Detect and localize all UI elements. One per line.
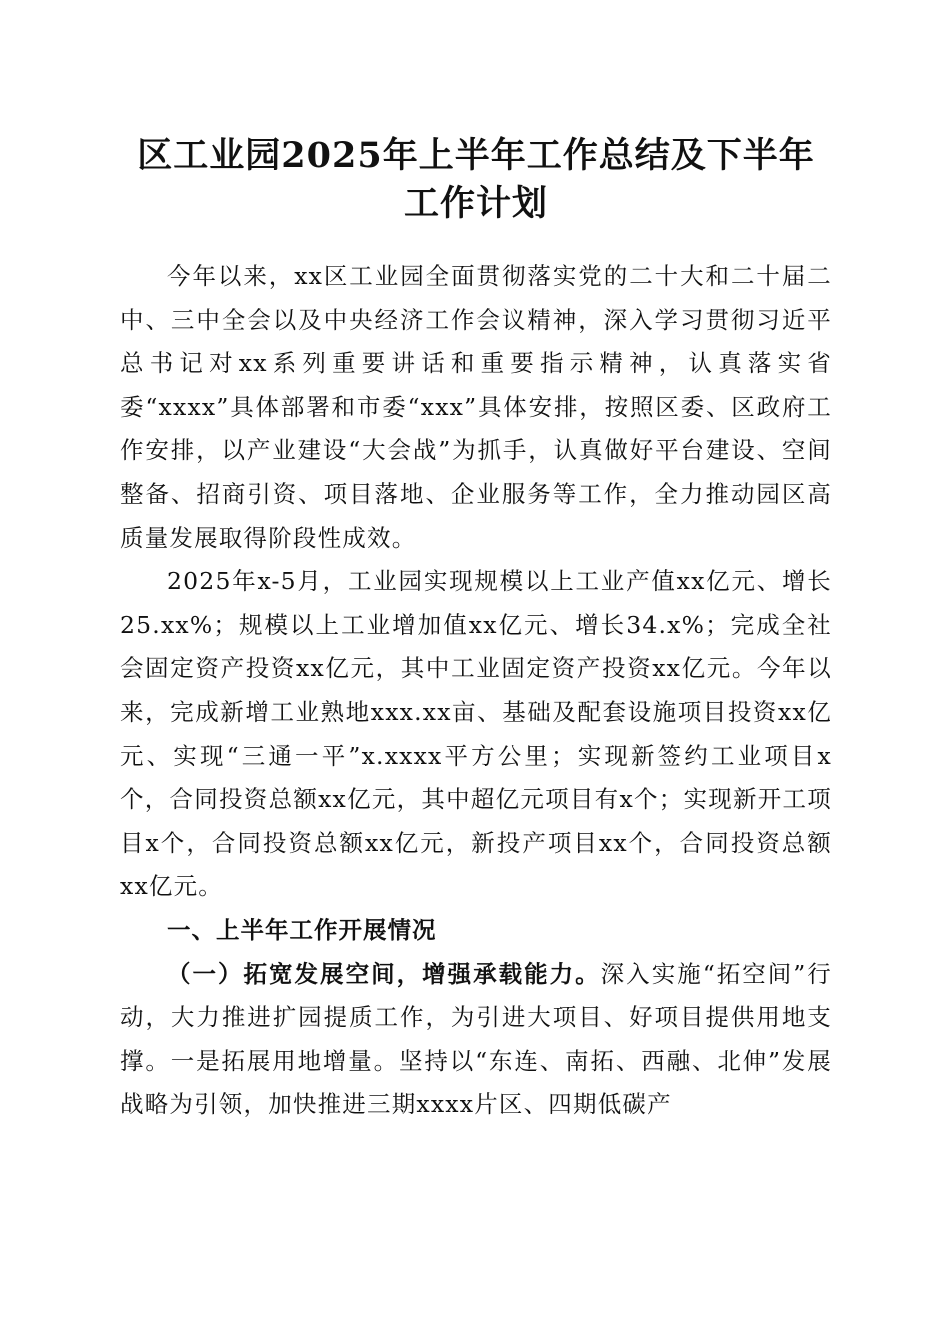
section-heading: 一、上半年工作开展情况: [167, 915, 437, 944]
subsection-paragraph: [120, 953, 832, 1127]
subsection-text: 深入实施“拓空间”行动，大力推进扩园提质工作，为引进大项目、好项目提供用地支撑。一是拓展用地增量。坚持以“东连、南拓、西融、北伸”发展战略为引领，加快推进三期xxxx片区、四期低碳产: [120, 959, 832, 1119]
stats-paragraph: 2025年x-5月，工业园实现规模以上工业产值xx亿元、增长25.xx%；规模以上工业增加值xx亿元、增长34.x%；完成全社会固定资产投资xx亿元，其中工业固定资产投资xx亿元。今年以来，完成新增工业熟地xxx.xx亩、基础及配套设施项目投资xx亿元、实现“三通一平”x.xxxx平方公里；实现新签约工业项目x个，合同投资总额xx亿元，其中超亿元项目有x个；实现新开工项目x个，合同投资总额xx亿元，新投产项目xx个，合同投资总额xx亿元。: [120, 567, 832, 901]
subsection-lead: （一）拓宽发展空间，增强承载能力。: [167, 959, 601, 988]
document-title: 区工业园2025年上半年工作总结及下半年工作计划: [137, 135, 815, 224]
document-body: [120, 255, 832, 1127]
intro-paragraph: 今年以来，xx区工业园全面贯彻落实党的二十大和二十届二中、三中全会以及中央经济工作会议精神，深入学习贯彻习近平总书记对xx系列重要讲话和重要指示精神，认真落实省委“xxxx”具体部署和市委“xxx”具体安排，按照区委、区政府工作安排，以产业建设“大会战”为抓手，认真做好平台建设、空间整备、招商引资、项目落地、企业服务等工作，全力推动园区高质量发展取得阶段性成效。: [120, 262, 832, 552]
